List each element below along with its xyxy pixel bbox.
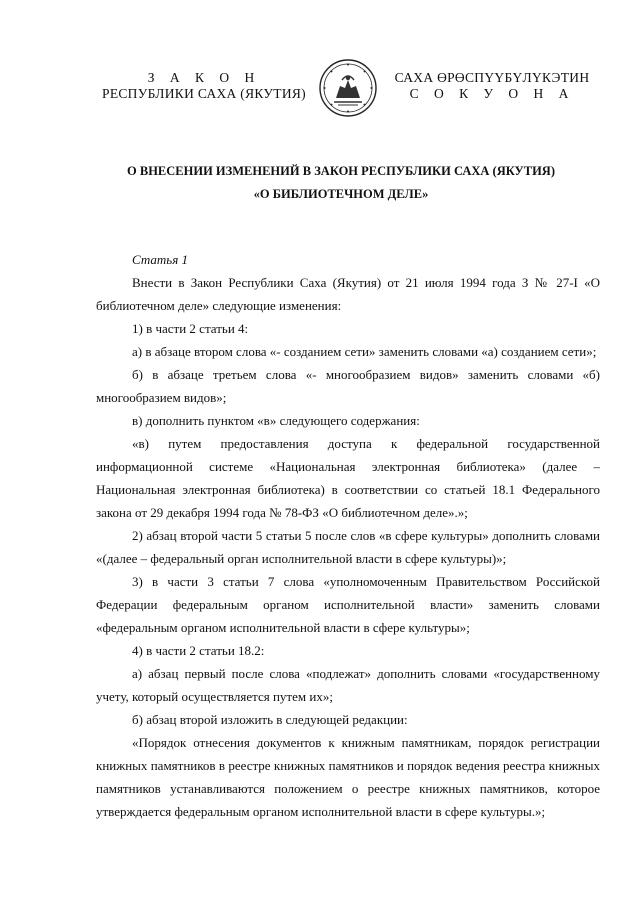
article-heading: Статья 1	[132, 252, 188, 267]
paragraph-intro: Внести в Закон Республики Саха (Якутия) от 21 июля 1994 года З № 27-I «О библиотечном деле» следующие изменения:	[96, 275, 600, 313]
sakha-republic-emblem-icon	[318, 58, 378, 118]
law-header-right	[384, 70, 600, 102]
paragraph-item-4b: б) абзац второй изложить в следующей редакции:	[132, 712, 408, 727]
republic-name-sakha: САХА ӨРӨСПҮҮБҮЛҮКЭТИН	[394, 70, 590, 85]
paragraph-item-4b-text: «Порядок отнесения документов к книжным памятникам, порядок регистрации книжных памятников в реестре книжных памятников и порядок ведения реестра книжных памятников устанавливаются положением о реестре книжных памятников, которое утверждается федеральным органом исполнительной власти в сфере культуры.»;	[96, 735, 600, 819]
title-line-1: О ВНЕСЕНИИ ИЗМЕНЕНИЙ В ЗАКОН РЕСПУБЛИКИ САХА (ЯКУТИЯ)	[127, 164, 555, 178]
document-title	[96, 160, 586, 206]
law-header-left	[88, 70, 320, 102]
paragraph-item-3: 3) в части 3 статьи 7 слова «уполномоченным Правительством Российской Федерации федеральным органом исполнительной власти» заменить словами «федеральным органом исполнительной власти в сфере культуры»;	[96, 574, 600, 635]
paragraph-item-1b: б) в абзаце третьем слова «- многообразием видов» заменить словами «б) многообразием видов»;	[96, 367, 600, 405]
paragraph-item-4: 4) в части 2 статьи 18.2:	[132, 643, 265, 658]
paragraph-item-1a: а) в абзаце втором слова «- созданием сети» заменить словами «а) созданием сети»;	[132, 344, 597, 359]
law-word-sakha: С О К У О Н А	[409, 86, 575, 101]
paragraph-item-1: 1) в части 2 статьи 4:	[132, 321, 249, 336]
paragraph-item-1v-text: «в) путем предоставления доступа к федеральной государственной информационной системе «Национальная электронная библиотека» (далее – Национальная электронная библиотека) в соответствии со статьей 18.1 Федерального закона от 29 декабря 1994 года № 78-ФЗ «О библиотечном деле».»;	[96, 436, 600, 520]
document-body	[96, 248, 600, 823]
paragraph-item-4a: а) абзац первый после слова «подлежат» дополнить словами «государственному учету, который осуществляется путем их»;	[96, 666, 600, 704]
republic-name-ru: РЕСПУБЛИКИ САХА (ЯКУТИЯ)	[102, 86, 306, 101]
paragraph-item-2: 2) абзац второй части 5 статьи 5 после слов «в сфере культуры» дополнить словами «(далее – федеральный орган исполнительной власти в сфере культуры)»;	[96, 528, 600, 566]
title-line-2: «О БИБЛИОТЕЧНОМ ДЕЛЕ»	[253, 187, 429, 201]
law-word-ru: З А К О Н	[147, 70, 261, 85]
paragraph-item-1v: в) дополнить пунктом «в» следующего содержания:	[132, 413, 420, 428]
